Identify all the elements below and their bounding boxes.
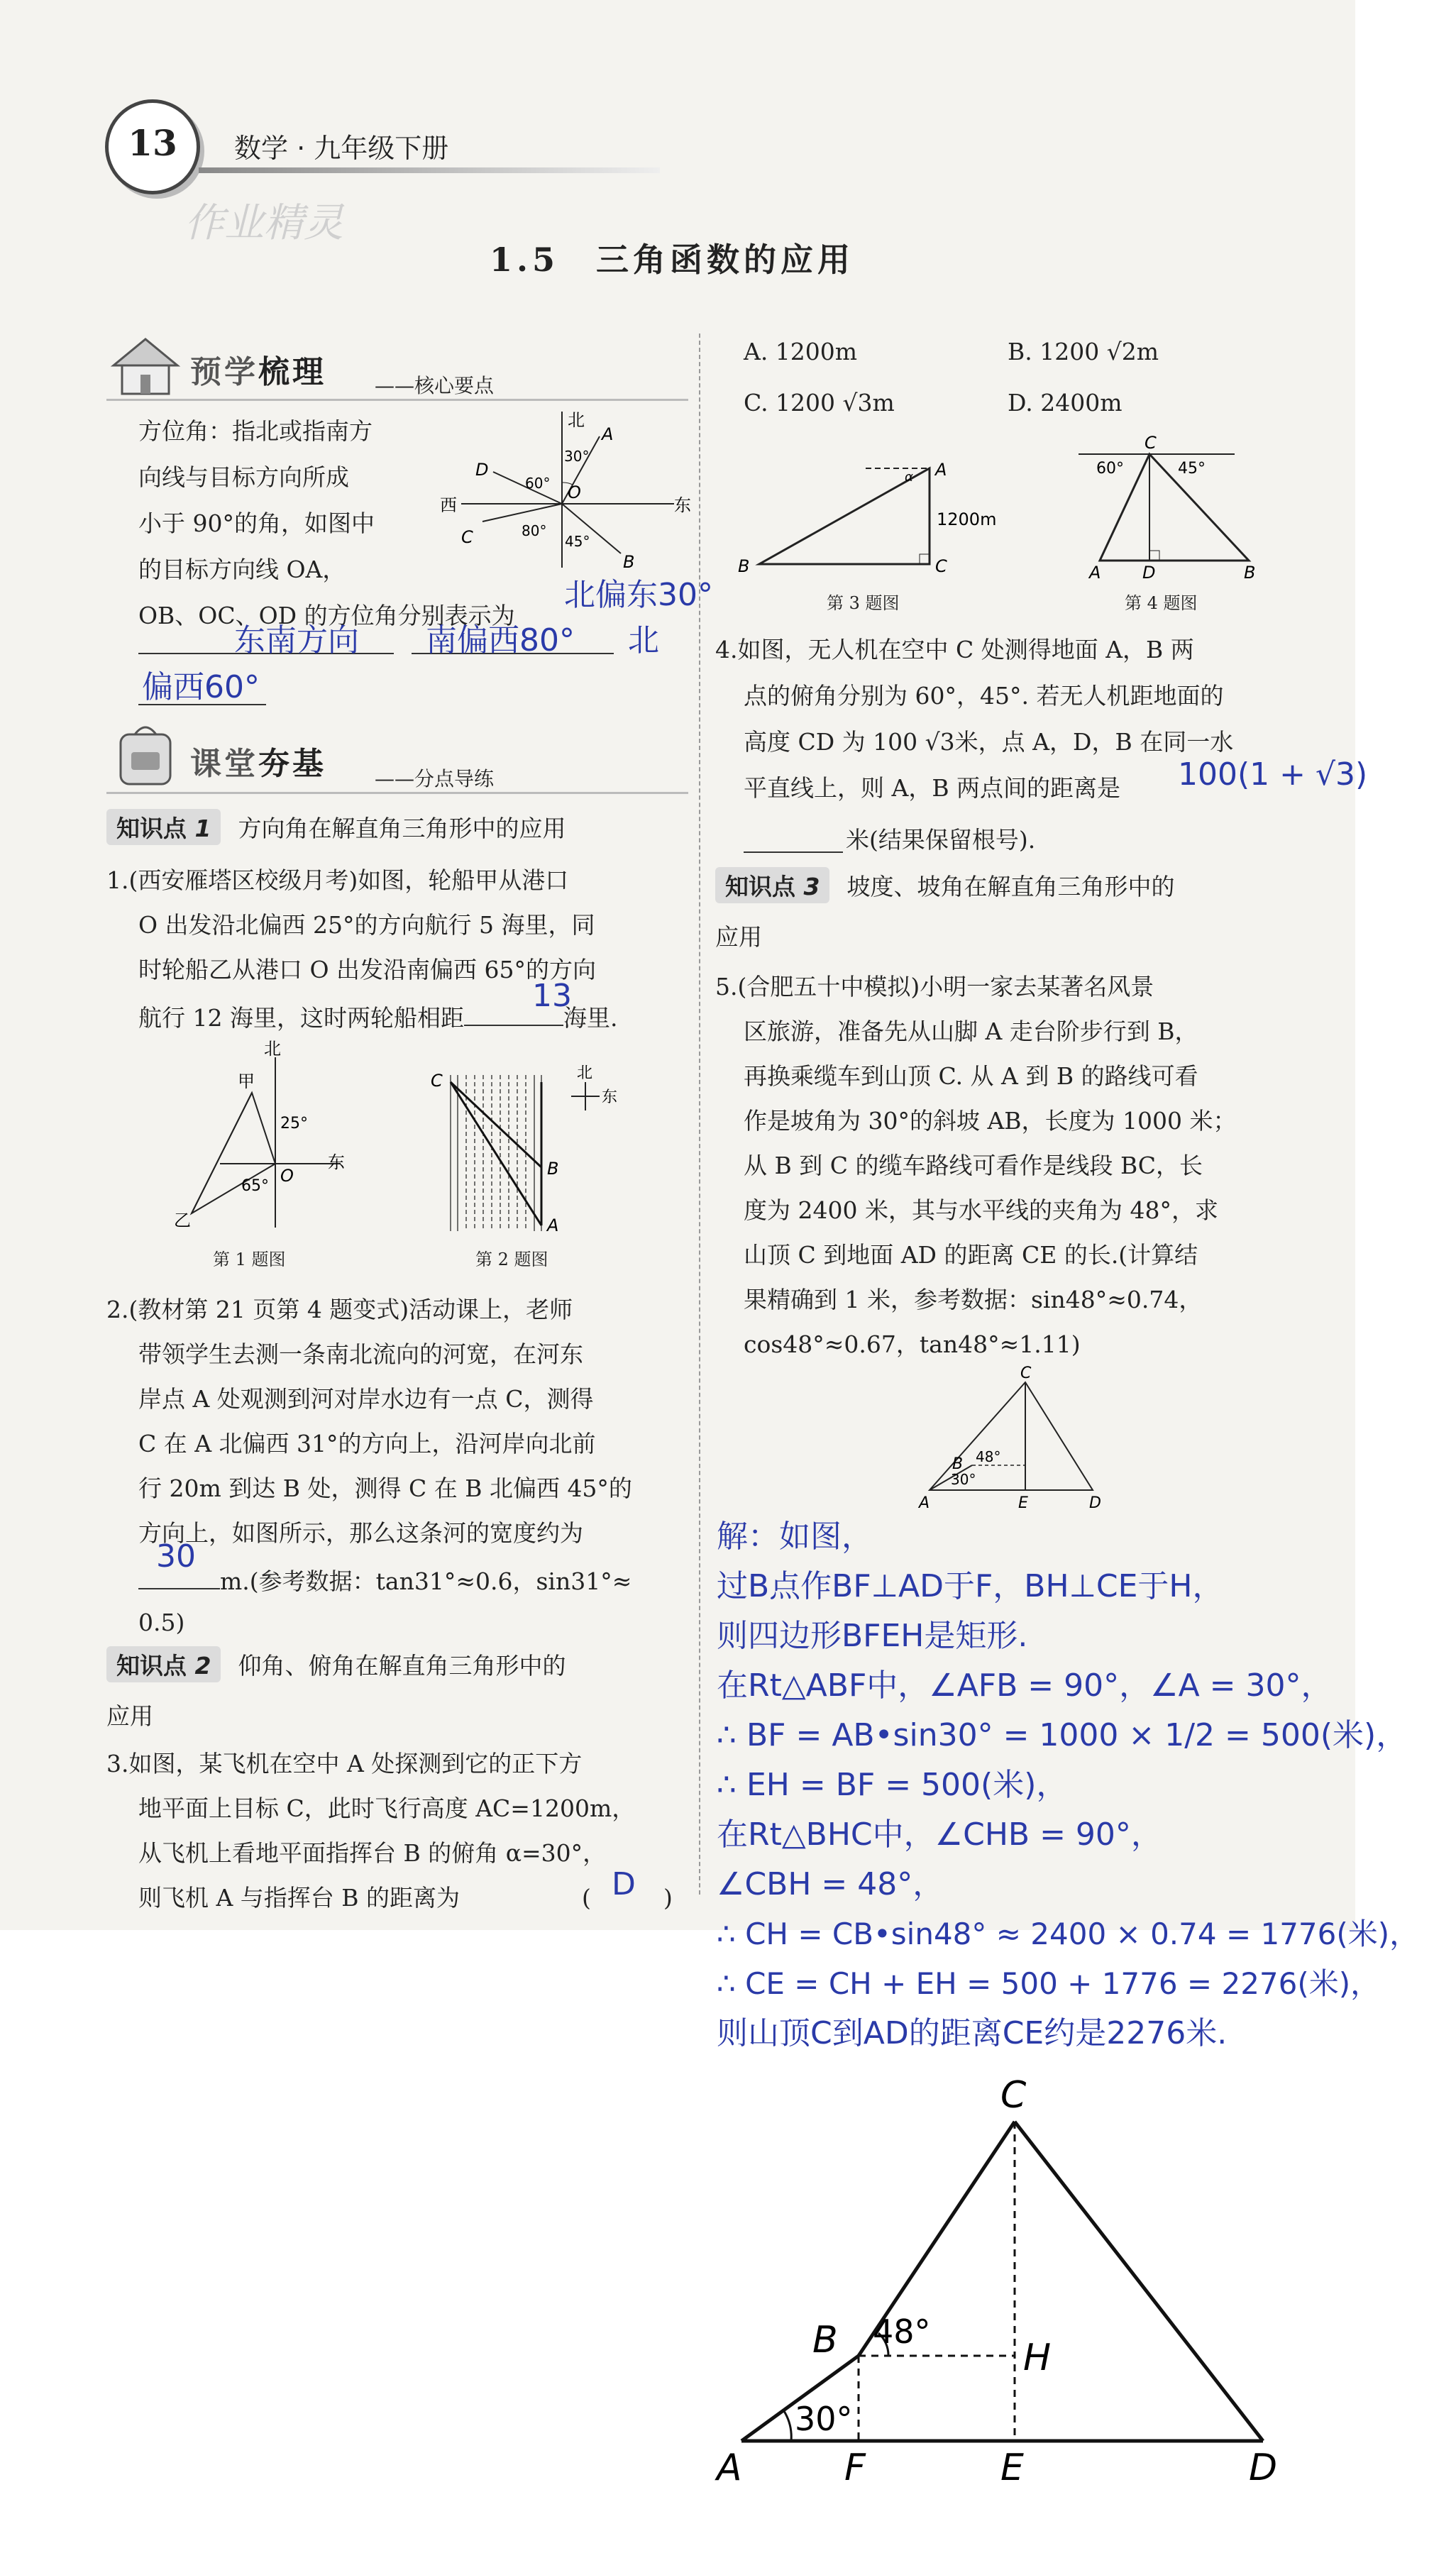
q4-line-1: 4.如图，无人机在空中 C 处测得地面 A，B 两 <box>715 636 1194 663</box>
backpack-icon <box>106 720 184 788</box>
fig4-C: C <box>1145 433 1157 453</box>
compass-80: 80° <box>522 522 547 539</box>
q4-line-3: 高度 CD 为 100 √3米，点 A，D，B 在同一水 <box>744 728 1234 756</box>
kp2-tag <box>106 1646 221 1682</box>
section2-title-b: 夯基 <box>258 746 326 782</box>
fig5-B: B <box>952 1455 964 1473</box>
q5-line-1: 5.(合肥五十中模拟)小明一家去某著名风景 <box>715 973 1154 1000</box>
fig3-A: A <box>935 460 947 480</box>
fig4-B: B <box>1244 563 1256 582</box>
q1-line-4b: 海里. <box>563 1004 618 1032</box>
compass-60: 60° <box>525 475 551 492</box>
q2-answer: 30 <box>156 1538 196 1575</box>
kp3-text-2: 应用 <box>715 923 762 951</box>
fig1-north: 北 <box>264 1039 281 1059</box>
section2-title-a: 课堂 <box>190 746 258 782</box>
solfig-48: 48° <box>873 2312 931 2351</box>
fig5-E: E <box>1018 1494 1028 1512</box>
kp1-tag-label: 知识点 <box>116 815 187 842</box>
fig3-caption: 第 3 题图 <box>827 593 900 613</box>
fig2-caption: 第 2 题图 <box>475 1250 548 1269</box>
section1-title-a: 预学 <box>190 354 258 390</box>
compass-45: 45° <box>565 533 590 550</box>
preview-icon <box>106 333 184 397</box>
q2-line-7b: m.(参考数据：tan31°≈0.6，sin31°≈ <box>220 1567 632 1595</box>
q1-line-3: 时轮船乙从港口 O 出发沿南偏西 65°的方向 <box>138 956 597 983</box>
solution-line-6: ∴ EH = BF = 500(米)， <box>717 1767 1068 1803</box>
page-number-badge <box>105 99 200 194</box>
q3-option-c: C. 1200 √3m <box>744 389 895 417</box>
solution-figure <box>702 2051 1313 2505</box>
compass-A: A <box>602 424 614 444</box>
q5-line-7: 山顶 C 到地面 AD 的距离 CE 的长.(计算结 <box>744 1241 1198 1269</box>
s1-line-1: 方位角：指北或指南方 <box>138 417 373 445</box>
book-title: 数学 · 九年级下册 <box>234 133 449 164</box>
compass-D: D <box>475 460 489 480</box>
fig3-alpha: α <box>905 470 913 485</box>
q5-line-6: 度为 2400 米，其与水平线的夹角为 48°，求 <box>744 1196 1218 1224</box>
fig4-A: A <box>1089 563 1101 582</box>
fig2-B: B <box>547 1159 559 1179</box>
fig2-north: 北 <box>577 1064 593 1082</box>
q1-line-4a: 航行 12 海里，这时两轮船相距 <box>138 1004 464 1032</box>
q5-line-3: 再换乘缆车到山顶 C. 从 A 到 B 的路线可看 <box>744 1062 1198 1090</box>
q3-paren-left: ( <box>582 1884 591 1912</box>
q3-line-2: 地平面上目标 C，此时飞行高度 AC=1200m， <box>138 1795 636 1822</box>
q5-line-4: 作是坡角为 30°的斜坡 AB，长度为 1000 米； <box>744 1107 1237 1135</box>
q3-option-a: A. 1200m <box>744 338 858 365</box>
q4-line-5: 米(结果保留根号). <box>846 826 1036 854</box>
figure-1 <box>170 1036 383 1242</box>
fig3-C: C <box>935 556 947 576</box>
class-icon <box>106 720 184 788</box>
page-title: 1.5 三角函数的应用 <box>490 241 855 279</box>
fig1-caption: 第 1 题图 <box>213 1250 286 1269</box>
q2-line-8: 0.5) <box>138 1609 185 1636</box>
fig4-60: 60° <box>1096 460 1124 478</box>
s1-answer-5: 偏西60° <box>142 669 260 705</box>
fig1-65: 65° <box>241 1177 269 1195</box>
q2-line-7 <box>138 1553 632 1607</box>
compass-north: 北 <box>568 410 585 430</box>
kp3-num: 3 <box>803 873 820 900</box>
fig3-B: B <box>738 556 750 576</box>
fig1-jia: 甲 <box>238 1071 255 1091</box>
solution-line-5: ∴ BF = AB•sin30° = 1000 × 1/2 = 500(米)， <box>717 1717 1408 1753</box>
page-number: 13 <box>128 122 177 164</box>
q2-line-2: 带领学生去测一条南北流向的河宽，在河东 <box>138 1340 583 1368</box>
solfig-D: D <box>1249 2447 1278 2489</box>
solution-line-9: ∴ CH = CB•sin48° ≈ 2400 × 0.74 = 1776(米)， <box>717 1917 1420 1951</box>
kp1-text: 方向角在解直角三角形中的应用 <box>238 815 566 842</box>
house-icon <box>106 333 184 397</box>
q5-line-5: 从 B 到 C 的缆车路线可看作是线段 BC，长 <box>744 1152 1203 1179</box>
section2-title <box>190 738 326 783</box>
solution-line-11: 则山顶C到AD的距离CE约是2276米. <box>717 2015 1228 2051</box>
knowledge-point-2 <box>106 1646 566 1682</box>
section1-rule <box>106 399 688 401</box>
compass-B: B <box>623 552 635 572</box>
figure-5 <box>915 1362 1114 1515</box>
solution-line-4: 在Rt△ABF中，∠AFB = 90°，∠A = 30°， <box>717 1667 1333 1704</box>
q4-line-2: 点的俯角分别为 60°，45°. 若无人机距地面的 <box>744 682 1224 710</box>
column-divider <box>699 333 700 1895</box>
s1-line-2: 向线与目标方向所成 <box>138 463 349 491</box>
q3-answer: D <box>612 1866 636 1902</box>
compass-figure <box>440 404 695 575</box>
fig2-A: A <box>547 1215 559 1235</box>
solution-line-3: 则四边形BFEH是矩形. <box>717 1618 1028 1654</box>
fig1-O: O <box>280 1166 294 1186</box>
figure-2 <box>429 1061 621 1238</box>
s1-line-4: 的目标方向线 OA， <box>138 556 346 583</box>
section2-subtitle: ——分点导练 <box>375 767 495 790</box>
section1-subtitle: ——核心要点 <box>375 374 495 397</box>
q4-blank <box>744 851 843 853</box>
solution-line-10: ∴ CE = CH + EH = 500 + 1776 = 2276(米)， <box>717 1966 1381 2001</box>
q3-line-3: 从飞机上看地平面指挥台 B 的俯角 α=30°， <box>138 1839 607 1867</box>
solfig-F: F <box>844 2447 866 2489</box>
s1-answer-2: 东南方向 <box>234 622 359 658</box>
fig2-C: C <box>431 1071 443 1091</box>
kp3-tag <box>715 867 829 903</box>
fig1-east: 东 <box>328 1152 345 1172</box>
q3-option-b: B. 1200 √2m <box>1008 338 1159 365</box>
q5-line-9: cos48°≈0.67，tan48°≈1.11) <box>744 1330 1081 1358</box>
compass-O: O <box>568 483 581 502</box>
q3-paren-right: ) <box>663 1884 673 1912</box>
knowledge-point-3 <box>715 867 1174 903</box>
q2-line-3: 岸点 A 处观测到河对岸水边有一点 C，测得 <box>138 1385 594 1413</box>
kp2-num: 2 <box>194 1652 211 1680</box>
fig5-D: D <box>1089 1494 1101 1512</box>
q5-line-2: 区旅游，准备先从山脚 A 走台阶步行到 B， <box>744 1018 1198 1045</box>
compass-west: 西 <box>440 495 457 515</box>
kp2-text: 仰角、俯角在解直角三角形中的 <box>238 1652 566 1680</box>
q2-line-5: 行 20m 到达 B 处，测得 C 在 B 北偏西 45°的 <box>138 1474 632 1502</box>
q4-answer: 100(1 + √3) <box>1178 756 1368 793</box>
kp1-tag <box>106 809 221 845</box>
s1-answer-4: 北 <box>628 622 659 658</box>
fig5-48: 48° <box>976 1448 1001 1465</box>
compass-east: 东 <box>674 495 691 515</box>
fig5-C: C <box>1020 1365 1032 1382</box>
fig1-yi: 乙 <box>174 1211 191 1230</box>
solfig-C: C <box>1000 2074 1027 2117</box>
solfig-B: B <box>812 2319 838 2361</box>
solfig-E: E <box>1000 2447 1024 2489</box>
q5-line-8: 果精确到 1 米，参考数据：sin48°≈0.74， <box>744 1286 1203 1313</box>
q1-answer: 13 <box>532 978 572 1014</box>
solfig-30: 30° <box>795 2400 853 2438</box>
compass-C: C <box>461 527 473 547</box>
s1-line-5: OB、OC、OD 的方位角分别表示为 <box>138 602 515 629</box>
kp3-tag-label: 知识点 <box>725 873 795 900</box>
section1-title <box>190 346 326 392</box>
fig4-45: 45° <box>1178 460 1206 478</box>
knowledge-point-1 <box>106 809 566 845</box>
solution-line-8: ∠CBH = 48°， <box>717 1866 944 1902</box>
watermark: 作业精灵 <box>184 200 343 246</box>
q3-line-1: 3.如图，某飞机在空中 A 处探测到它的正下方 <box>106 1750 583 1777</box>
fig5-30: 30° <box>951 1471 976 1488</box>
q2-line-6: 方向上，如图所示，那么这条河的宽度约为 <box>138 1519 583 1547</box>
q1-line-2: O 出发沿北偏西 25°的方向航行 5 海里，同 <box>138 911 595 939</box>
kp2-tag-label: 知识点 <box>116 1652 187 1680</box>
fig5-A: A <box>919 1494 930 1512</box>
solution-line-7: 在Rt△BHC中，∠CHB = 90°， <box>717 1816 1162 1853</box>
solution-line-2: 过B点作BF⊥AD于F，BH⊥CE于H， <box>717 1568 1224 1604</box>
q2-line-4: C 在 A 北偏西 31°的方向上，沿河岸向北前 <box>138 1430 596 1457</box>
fig4-caption: 第 4 题图 <box>1125 593 1198 613</box>
s1-answer-3: 南偏西80° <box>426 622 575 658</box>
solfig-H: H <box>1023 2337 1052 2379</box>
s1-line-3: 小于 90°的角，如图中 <box>138 509 375 537</box>
kp2-text-2: 应用 <box>106 1702 153 1730</box>
q3-line-4: 则飞机 A 与指挥台 B 的距离为 <box>138 1884 460 1912</box>
s1-answer-1: 北偏东30° <box>564 577 713 613</box>
q1-line-1: 1.(西安雁塔区校级月考)如图，轮船甲从港口 <box>106 866 569 894</box>
kp3-text: 坡度、坡角在解直角三角形中的 <box>846 873 1175 900</box>
q4-line-4: 平直线上，则 A，B 两点间的距离是 <box>744 774 1121 802</box>
compass-30: 30° <box>564 448 590 465</box>
q2-line-1: 2.(教材第 21 页第 4 题变式)活动课上，老师 <box>106 1296 573 1323</box>
fig2-east: 东 <box>602 1088 618 1106</box>
fig3-height: 1200m <box>937 509 997 529</box>
figure-4 <box>1071 433 1284 582</box>
section1-title-b: 梳理 <box>258 354 326 390</box>
section2-rule <box>106 792 688 794</box>
figure-3 <box>738 447 1022 582</box>
kp1-num: 1 <box>194 815 211 842</box>
fig1-25: 25° <box>280 1115 308 1132</box>
q3-option-d: D. 2400m <box>1008 389 1123 417</box>
header-rule <box>199 167 660 173</box>
solution-line-1: 解：如图， <box>717 1518 873 1555</box>
fig4-D: D <box>1142 563 1156 582</box>
solfig-A: A <box>717 2447 742 2489</box>
